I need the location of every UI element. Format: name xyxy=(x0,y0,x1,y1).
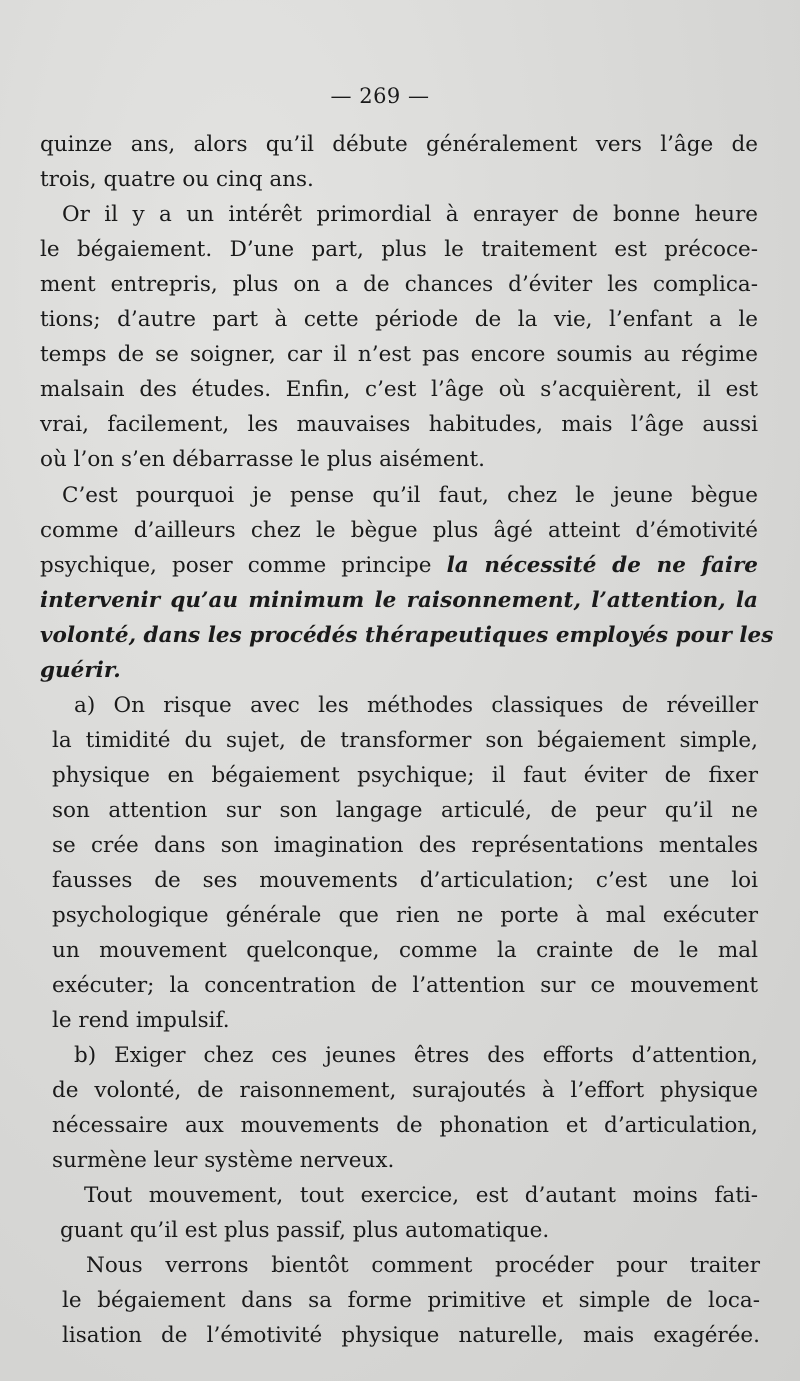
text-span: psychique, poser comme principe xyxy=(40,553,432,578)
text-line: un mouvement quelconque, comme la crainte de le mal xyxy=(52,938,758,963)
text-line: C’est pourquoi je pense qu’il faut, chez le jeune bègue xyxy=(62,483,758,508)
text-line: ment entrepris, plus on a de chances d’éviter les complica- xyxy=(40,272,758,297)
text-line: fausses de ses mouvements d’articulation; c’est une loi xyxy=(52,868,758,893)
text-line: guant qu’il est plus passif, plus automatique. xyxy=(60,1218,550,1243)
text-line xyxy=(40,549,758,583)
text-line: malsain des études. Enfin, c’est l’âge où s’acquièrent, il est xyxy=(40,377,758,402)
text-line: lisation de l’émotivité physique naturelle, mais exagérée. xyxy=(62,1323,760,1348)
text-line: exécuter; la concentration de l’attention sur ce mouvement xyxy=(52,973,758,998)
text-line: temps de se soigner, car il n’est pas encore soumis au régime xyxy=(40,342,758,367)
text-line: vrai, facilement, les mauvaises habitudes, mais l’âge aussi xyxy=(40,412,758,437)
text-line: tions; d’autre part à cette période de la vie, l’enfant a le xyxy=(40,307,758,332)
text-line: physique en bégaiement psychique; il faut éviter de fixer xyxy=(52,763,758,788)
text-line: Tout mouvement, tout exercice, est d’autant moins fati- xyxy=(84,1183,758,1208)
text-line: le bégaiement. D’une part, plus le traitement est précoce- xyxy=(40,237,758,262)
emphasis-line: guérir. xyxy=(40,658,121,683)
text-line: son attention sur son langage articulé, de peur qu’il ne xyxy=(52,798,758,823)
text-line: Or il y a un intérêt primordial à enrayer de bonne heure xyxy=(62,202,758,227)
text-line: b) Exiger chez ces jeunes êtres des efforts d’attention, xyxy=(74,1043,758,1068)
text-line: se crée dans son imagination des représentations mentales xyxy=(52,833,758,858)
text-line: Nous verrons bientôt comment procéder pour traiter xyxy=(86,1253,760,1278)
text-line: où l’on s’en débarrasse le plus aisément. xyxy=(40,447,485,472)
text-line: quinze ans, alors qu’il débute généralement vers l’âge de xyxy=(40,132,758,157)
text-line: trois, quatre ou cinq ans. xyxy=(40,167,314,192)
text-line: comme d’ailleurs chez le bègue plus âgé atteint d’émotivité xyxy=(40,518,758,543)
text-line: le bégaiement dans sa forme primitive et simple de loca- xyxy=(62,1288,760,1313)
text-line: nécessaire aux mouvements de phonation et d’articulation, xyxy=(52,1113,758,1138)
emphasis-text: la nécessité de ne faire xyxy=(446,553,758,578)
text-line: a) On risque avec les méthodes classiques de réveiller xyxy=(74,693,758,718)
emphasis-line: volonté, dans les procédés thérapeutiques employés pour les xyxy=(40,623,774,648)
text-line: le rend impulsif. xyxy=(52,1008,230,1033)
text-line: surmène leur système nerveux. xyxy=(52,1148,395,1173)
emphasis-line: intervenir qu’au minimum le raisonnement, l’attention, la xyxy=(40,588,758,613)
text-line: psychologique générale que rien ne porte à mal exécuter xyxy=(52,903,758,928)
text-line: la timidité du sujet, de transformer son bégaiement simple, xyxy=(52,728,758,753)
page-number: — 269 — xyxy=(330,84,430,108)
text-line: de volonté, de raisonnement, surajoutés à l’effort physique xyxy=(52,1078,758,1103)
